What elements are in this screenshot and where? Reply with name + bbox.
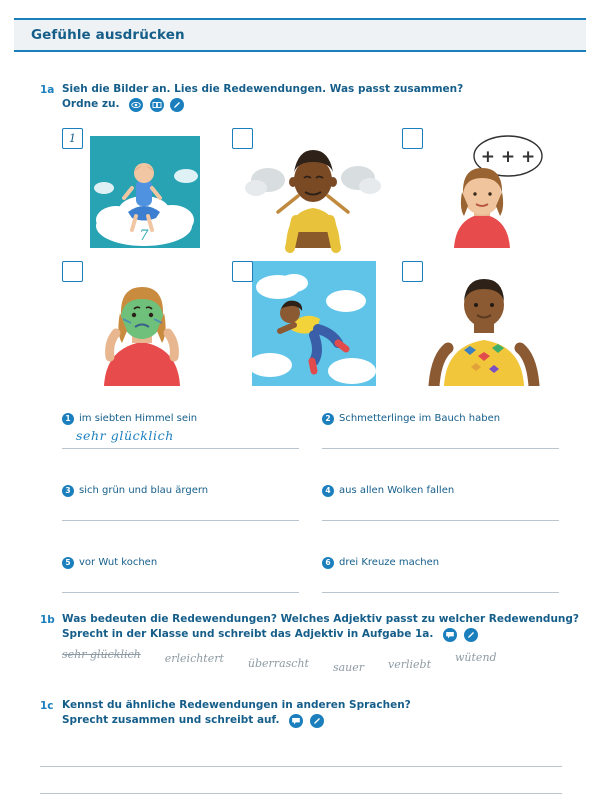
phrase-2-head xyxy=(322,412,562,425)
task-1a-line1: Sieh die Bilder an. Lies die Redewendungen. Was passt zusammen? xyxy=(62,83,464,95)
task-1c-line1: Kennst du ähnliche Redewendungen in anderen Sprachen? xyxy=(62,699,411,711)
task-1c-text xyxy=(62,698,411,728)
phrase-row-1 xyxy=(62,412,562,465)
image-grid xyxy=(62,128,562,392)
phrase-4-line[interactable] xyxy=(322,520,559,521)
task-1a-text xyxy=(62,82,463,112)
phrase-3-text: sich grün und blau ärgern xyxy=(79,485,209,496)
phrase-3 xyxy=(62,484,302,537)
phrase-4-text: aus allen Wolken fallen xyxy=(339,485,455,496)
page-title: Gefühle ausdrücken xyxy=(31,27,185,43)
phrase-6-line[interactable] xyxy=(322,592,559,593)
adjective-3[interactable]: sauer xyxy=(332,661,365,674)
pencil-icon xyxy=(310,714,324,728)
phrase-6 xyxy=(322,556,562,609)
task-1c xyxy=(40,698,580,728)
phrase-6-text: drei Kreuze machen xyxy=(339,557,440,568)
phrase-1 xyxy=(62,412,302,465)
phrase-2-text: Schmetterlinge im Bauch haben xyxy=(339,413,501,424)
phrase-2-line[interactable] xyxy=(322,448,559,449)
answer-box-4[interactable] xyxy=(62,261,83,282)
image-cell-5 xyxy=(232,261,392,386)
phrase-3-line[interactable] xyxy=(62,520,299,521)
task-1b-text xyxy=(62,612,579,642)
task-1b xyxy=(40,612,580,642)
image-row-2 xyxy=(62,261,562,386)
phrase-4-head xyxy=(322,484,562,497)
phrase-1-line[interactable] xyxy=(62,448,299,449)
phrase-2-number: 2 xyxy=(322,413,334,425)
phrase-1-head xyxy=(62,412,302,425)
task-1a-number: 1a xyxy=(40,84,55,96)
image-cell-6 xyxy=(402,261,562,386)
task-1b-number: 1b xyxy=(40,614,55,626)
phrase-row-3 xyxy=(62,556,562,609)
task-1a xyxy=(40,82,570,112)
picture-boy-falling-from-clouds xyxy=(234,261,392,386)
phrase-6-head xyxy=(322,556,562,569)
answer-box-3[interactable] xyxy=(402,128,423,149)
image-cell-3 xyxy=(402,128,562,253)
phrase-4-number: 4 xyxy=(322,485,334,497)
pencil-icon xyxy=(170,98,184,112)
pencil-icon xyxy=(464,628,478,642)
adjective-1[interactable]: erleichtert xyxy=(164,652,224,665)
task-1b-line1: Was bedeuten die Redewendungen? Welches Adjektiv passt zu welcher Redewendung? xyxy=(62,613,580,625)
image-cell-1 xyxy=(62,128,222,253)
phrase-5-number: 5 xyxy=(62,557,74,569)
svg-text:+ + +: + + + xyxy=(480,147,536,167)
phrase-5-line[interactable] xyxy=(62,592,299,593)
answer-line-1[interactable] xyxy=(40,740,562,767)
answer-box-1[interactable]: 1 xyxy=(62,128,83,149)
speech-bubble-icon xyxy=(289,714,303,728)
phrase-6-number: 6 xyxy=(322,557,334,569)
phrase-4 xyxy=(322,484,562,537)
adjective-bank xyxy=(62,648,562,674)
phrase-list xyxy=(62,412,562,609)
book-icon xyxy=(150,98,164,112)
task-1c-number: 1c xyxy=(40,700,54,712)
task-1b-line2: Sprecht in der Klasse und schreibt das Adjektiv in Aufgabe 1a. xyxy=(62,627,434,640)
image-cell-4 xyxy=(62,261,222,386)
phrase-1-number: 1 xyxy=(62,413,74,425)
adjective-2[interactable]: überrascht xyxy=(247,657,309,670)
answer-box-6[interactable] xyxy=(402,261,423,282)
image-cell-2 xyxy=(232,128,392,253)
phrase-3-head xyxy=(62,484,302,497)
phrase-3-number: 3 xyxy=(62,485,74,497)
page-margin xyxy=(0,0,14,800)
svg-text:7: 7 xyxy=(139,228,149,244)
picture-boy-butterflies-shirt xyxy=(404,261,562,386)
adjective-0[interactable]: sehr glücklich xyxy=(62,648,141,661)
phrase-1-text: im siebten Himmel sein xyxy=(79,413,198,424)
answer-line-2[interactable] xyxy=(40,767,562,794)
answer-box-2[interactable] xyxy=(232,128,253,149)
phrase-5 xyxy=(62,556,302,609)
phrase-5-text: vor Wut kochen xyxy=(79,557,158,568)
picture-girl-on-cloud xyxy=(64,128,222,253)
phrase-1-answer[interactable]: sehr glücklich xyxy=(76,428,174,443)
picture-woman-green-blue-face xyxy=(64,261,222,386)
answer-lines-1c xyxy=(40,740,562,794)
phrase-2 xyxy=(322,412,562,465)
adjective-5[interactable]: wütend xyxy=(455,651,497,664)
adjective-4[interactable]: verliebt xyxy=(388,658,432,671)
image-row-1 xyxy=(62,128,562,253)
answer-box-5[interactable] xyxy=(232,261,253,282)
chapter-header xyxy=(14,18,586,52)
phrase-row-2 xyxy=(62,484,562,537)
phrase-5-head xyxy=(62,556,302,569)
speech-bubble-icon xyxy=(443,628,457,642)
picture-boy-steam-ears xyxy=(234,128,392,253)
task-1a-line2: Ordne zu. xyxy=(62,97,120,110)
task-1c-line2: Sprecht zusammen und schreibt auf. xyxy=(62,713,280,726)
eye-icon xyxy=(129,98,143,112)
picture-woman-three-crosses xyxy=(404,128,562,253)
